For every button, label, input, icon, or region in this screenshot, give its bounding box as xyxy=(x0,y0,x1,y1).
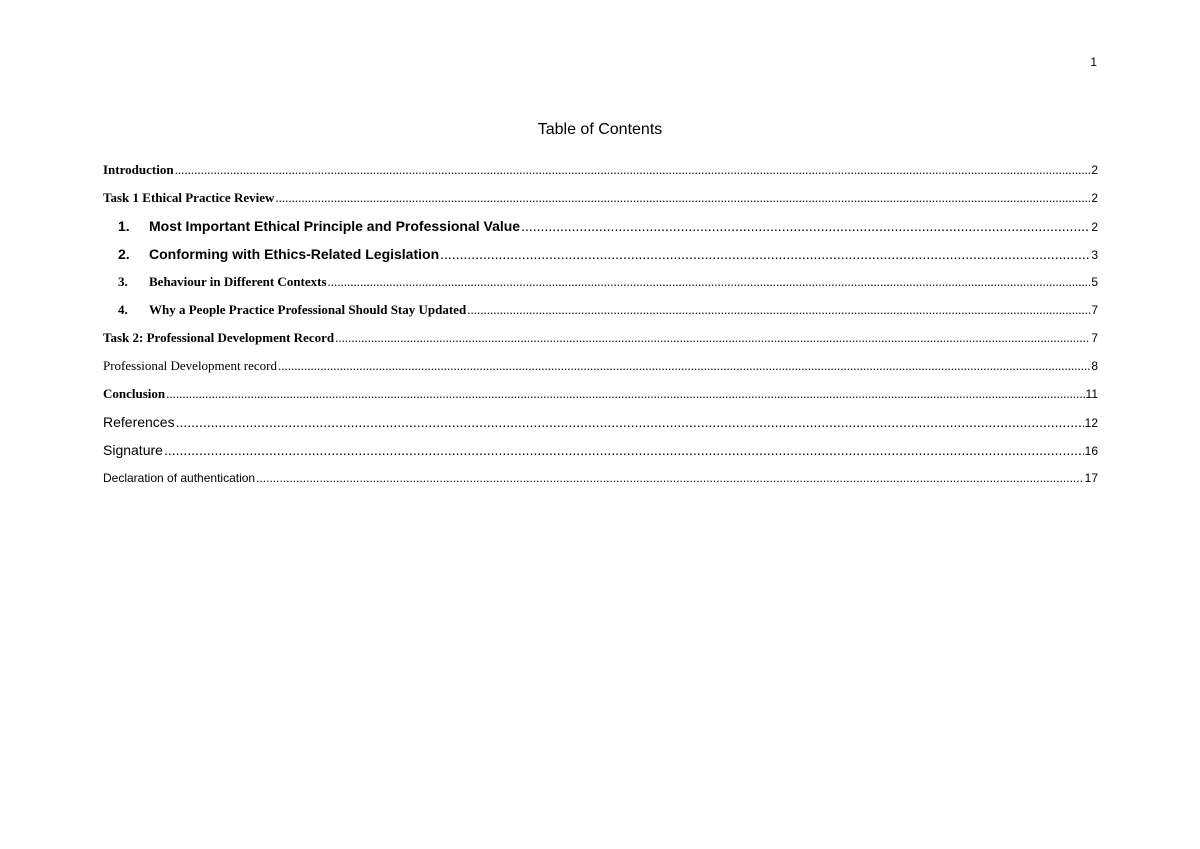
dot-leader xyxy=(275,189,1090,207)
dot-leader xyxy=(166,385,1084,403)
toc-entry-number: 4. xyxy=(118,302,128,317)
dot-leader xyxy=(278,357,1090,375)
dot-leader xyxy=(176,413,1084,431)
toc-entry-introduction[interactable] xyxy=(103,161,1098,189)
toc-entry-task-2[interactable] xyxy=(103,329,1098,357)
dot-leader xyxy=(467,301,1090,319)
dot-leader xyxy=(440,245,1090,263)
toc-entry-task-1[interactable] xyxy=(103,189,1098,217)
toc-list xyxy=(103,161,1098,497)
toc-entry-page: 8 xyxy=(1091,359,1098,373)
toc-entry-page: 2 xyxy=(1091,191,1098,205)
toc-entry-page: 2 xyxy=(1091,220,1098,234)
toc-entry-page: 7 xyxy=(1091,303,1098,317)
toc-entry-page: 16 xyxy=(1084,444,1098,458)
toc-entry-label: References xyxy=(103,414,175,430)
toc-entry-stay-updated[interactable] xyxy=(103,301,1098,329)
toc-entry-ethical-principle[interactable] xyxy=(103,217,1098,245)
toc-entry-label: Task 1 Ethical Practice Review xyxy=(103,190,275,205)
dot-leader xyxy=(335,329,1090,347)
toc-entry-references[interactable] xyxy=(103,413,1098,441)
toc-entry-declaration[interactable] xyxy=(103,469,1098,497)
toc-entry-page: 3 xyxy=(1091,248,1098,262)
toc-entry-page: 11 xyxy=(1085,387,1098,401)
toc-entry-page: 12 xyxy=(1084,416,1098,430)
toc-entry-behaviour[interactable] xyxy=(103,273,1098,301)
page-number: 1 xyxy=(1090,55,1097,69)
toc-entry-label: Declaration of authentication xyxy=(103,471,256,485)
toc-entry-number: 1. xyxy=(118,218,130,234)
toc-entry-conclusion[interactable] xyxy=(103,385,1098,413)
toc-entry-legislation[interactable] xyxy=(103,245,1098,273)
toc-entry-label: Task 2: Professional Development Record xyxy=(103,330,335,345)
dot-leader xyxy=(175,161,1091,179)
dot-leader xyxy=(328,273,1091,291)
toc-entry-label: Behaviour in Different Contexts xyxy=(149,274,327,289)
page-title: Table of Contents xyxy=(537,121,663,138)
toc-entry-label: Professional Development record xyxy=(103,358,278,373)
toc-entry-label: Signature xyxy=(103,442,163,458)
dot-leader xyxy=(521,217,1090,235)
dot-leader xyxy=(256,469,1084,487)
dot-leader xyxy=(164,441,1084,459)
toc-entry-label: Introduction xyxy=(103,162,174,177)
toc-entry-label: Most Important Ethical Principle and Professional Value xyxy=(149,218,521,234)
toc-entry-pd-record[interactable] xyxy=(103,357,1098,385)
toc-entry-label: Conforming with Ethics-Related Legislation xyxy=(149,246,440,262)
toc-entry-label: Conclusion xyxy=(103,386,166,401)
toc-entry-page: 17 xyxy=(1084,471,1098,485)
toc-entry-number: 3. xyxy=(118,274,128,289)
toc-entry-number: 2. xyxy=(118,246,130,262)
toc-entry-page: 7 xyxy=(1091,331,1098,345)
toc-entry-label: Why a People Practice Professional Should Stay Updated xyxy=(149,302,467,317)
toc-entry-signature[interactable] xyxy=(103,441,1098,469)
toc-entry-page: 5 xyxy=(1091,275,1098,289)
toc-entry-page: 2 xyxy=(1091,163,1098,177)
